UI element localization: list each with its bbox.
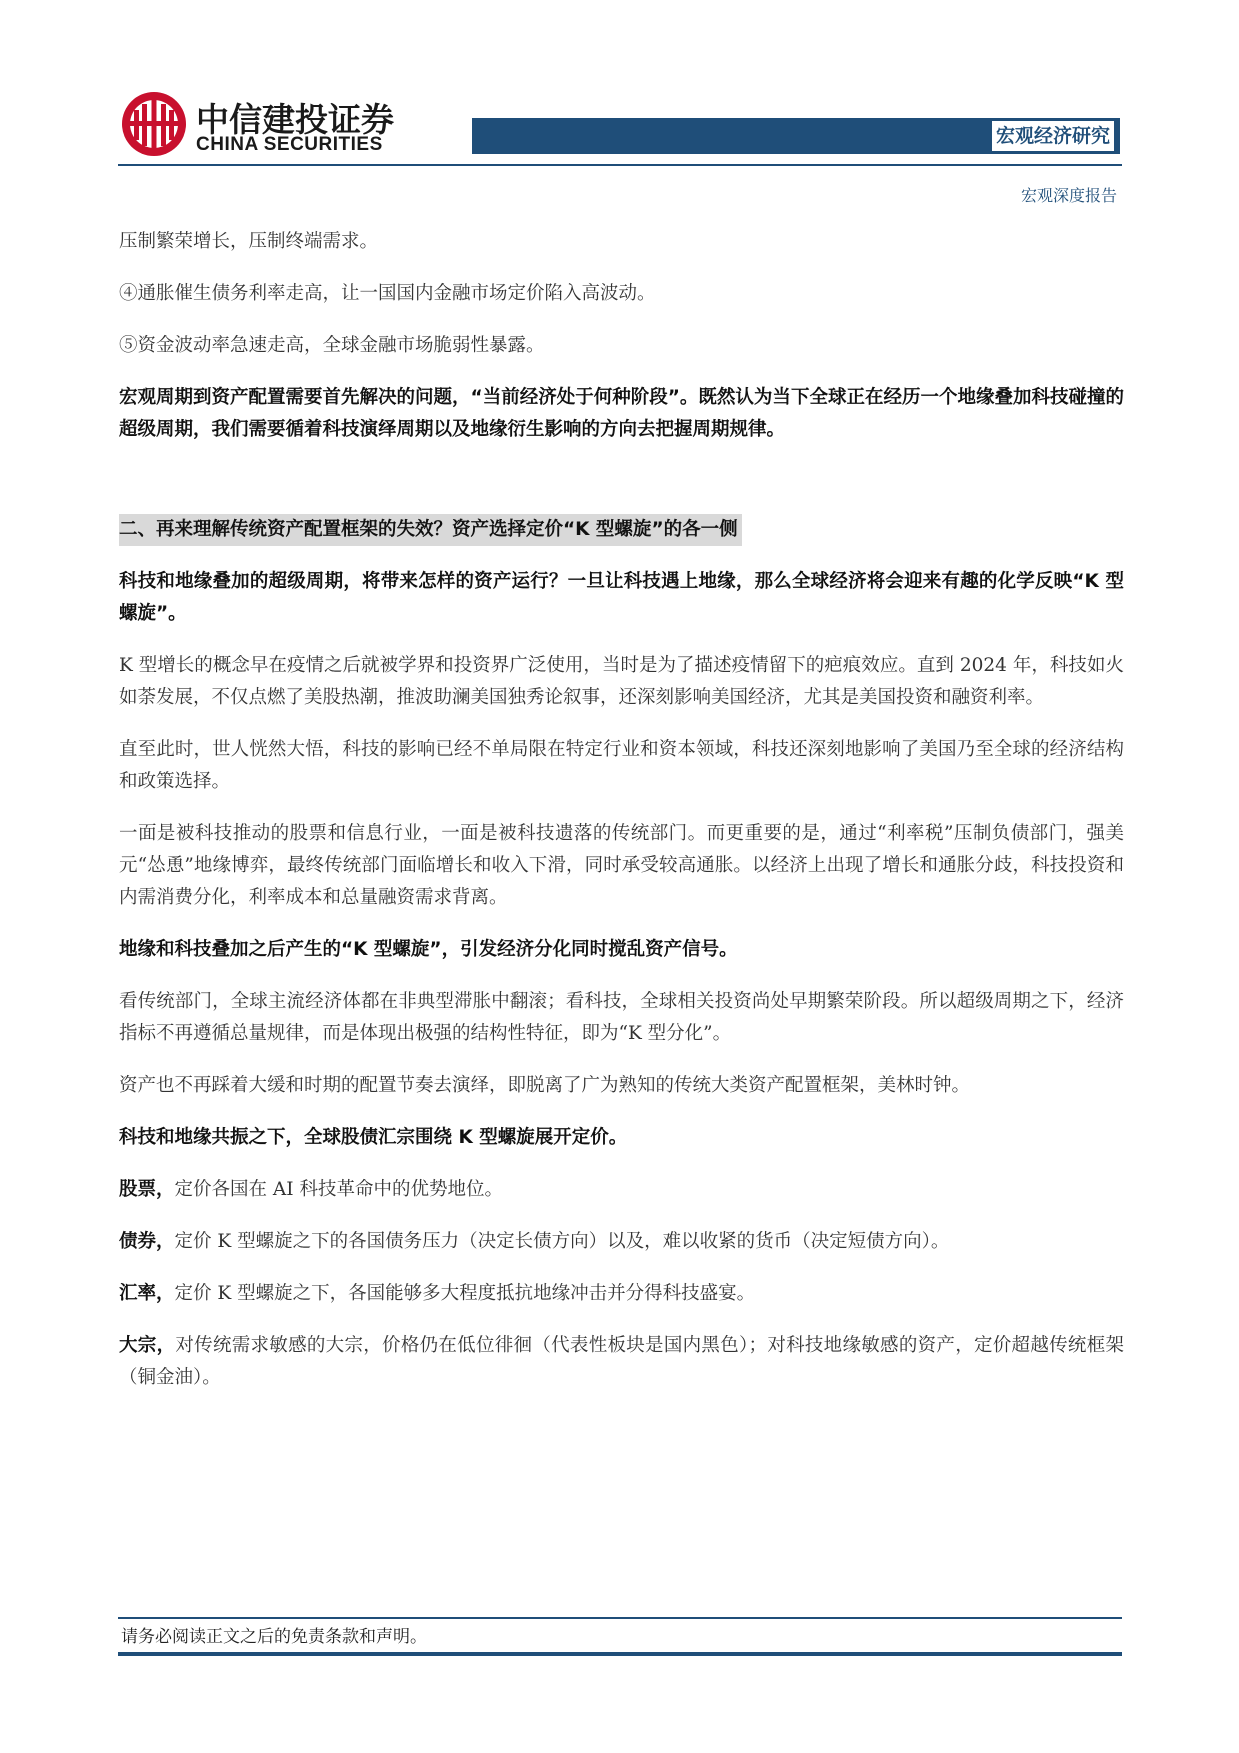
report-type-label: 宏观深度报告 — [1020, 186, 1117, 205]
paragraph: 看传统部门，全球主流经济体都在非典型滞胀中翻滚；看科技，全球相关投资尚处早期繁荣阶段。所以超级周期之下，经济指标不再遵循总量规律，而是体现出极强的结构性特征，即为“K 型分化”。 — [119, 991, 1124, 1044]
header-section-bar — [472, 118, 1120, 154]
section-heading: 二、再来理解传统资产配置框架的失效？资产选择定价“K 型螺旋”的各一侧 — [119, 514, 742, 546]
section-heading-wrap — [119, 514, 1124, 546]
footer-divider-top — [118, 1617, 1122, 1619]
page-header — [0, 0, 1239, 205]
paragraph: K 型增长的概念早在疫情之后就被学界和投资界广泛使用，当时是为了描述疫情留下的疤痕效应。直到 2024 年，科技如火如荼发展，不仅点燃了美股热潮，推波助澜美国独秀论叙事，还深刻影响美国经济，尤其是美国投资和融资利率。 — [119, 655, 1124, 708]
bold-paragraph: 宏观周期到资产配置需要首先解决的问题，“当前经济处于何种阶段”。既然认为当下全球正在经历一个地缘叠加科技碰撞的超级周期，我们需要循着科技演绎周期以及地缘衍生影响的方向去把握周期规律。 — [119, 387, 1124, 440]
paragraph-text: 对传统需求敏感的大宗，价格仍在低位徘徊（代表性板块是国内黑色）；对科技地缘敏感的资产，定价超越传统框架（铜金油）。 — [119, 1335, 1124, 1388]
asset-paragraph-fx — [119, 1278, 1124, 1310]
china-securities-logo-icon — [120, 90, 188, 158]
paragraph-lead: 汇率， — [119, 1283, 175, 1304]
company-logo — [120, 90, 410, 160]
paragraph-text: 定价各国在 AI 科技革命中的优势地位。 — [174, 1179, 503, 1200]
paragraph: ④通胀催生债务利率走高，让一国国内金融市场定价陷入高波动。 — [119, 283, 656, 304]
paragraph: 一面是被科技推动的股票和信息行业，一面是被科技遗落的传统部门。而更重要的是，通过“利率税”压制负债部门，强美元“怂恿”地缘博弈，最终传统部门面临增长和收入下滑，同时承受较高通胀。以经济上出现了增长和通胀分歧，科技投资和内需消费分化，利率成本和总量融资需求背离。 — [119, 823, 1124, 908]
section-label: 宏观经济研究 — [992, 121, 1114, 151]
report-body — [119, 226, 1124, 1394]
logo-english-name: CHINA SECURITIES — [196, 134, 383, 155]
header-divider — [118, 164, 1122, 166]
asset-paragraph-commodities — [119, 1330, 1124, 1394]
paragraph-lead: 债券， — [119, 1231, 175, 1252]
paragraph: 压制繁荣增长，压制终端需求。 — [119, 231, 379, 252]
paragraph-text: 定价 K 型螺旋之下，各国能够多大程度抵抗地缘冲击并分得科技盛宴。 — [174, 1283, 756, 1304]
footer-disclaimer: 请务必阅读正文之后的免责条款和声明。 — [121, 1627, 427, 1647]
bold-paragraph: 地缘和科技叠加之后产生的“K 型螺旋”，引发经济分化同时搅乱资产信号。 — [119, 939, 738, 960]
bold-paragraph: 科技和地缘叠加的超级周期，将带来怎样的资产运行？一旦让科技遇上地缘，那么全球经济将会迎来有趣的化学反映“K 型螺旋”。 — [119, 571, 1124, 624]
logo-chinese-name: 中信建投证券 — [196, 100, 394, 139]
bold-paragraph: 科技和地缘共振之下，全球股债汇宗围绕 K 型螺旋展开定价。 — [119, 1127, 628, 1148]
asset-paragraph-bonds — [119, 1226, 1124, 1258]
paragraph-text: 定价 K 型螺旋之下的各国债务压力（决定长债方向）以及，难以收紧的货币（决定短债方向）。 — [174, 1231, 950, 1252]
paragraph: 直至此时，世人恍然大悟，科技的影响已经不单局限在特定行业和资本领域，科技还深刻地影响了美国乃至全球的经济结构和政策选择。 — [119, 739, 1124, 792]
asset-paragraph-stocks — [119, 1174, 1124, 1206]
footer-divider-bottom — [118, 1652, 1122, 1656]
paragraph: 资产也不再踩着大缓和时期的配置节奏去演绎，即脱离了广为熟知的传统大类资产配置框架，美林时钟。 — [119, 1075, 971, 1096]
paragraph-lead: 股票， — [119, 1179, 175, 1200]
paragraph: ⑤资金波动率急速走高，全球金融市场脆弱性暴露。 — [119, 335, 545, 356]
paragraph-lead: 大宗， — [119, 1335, 176, 1356]
